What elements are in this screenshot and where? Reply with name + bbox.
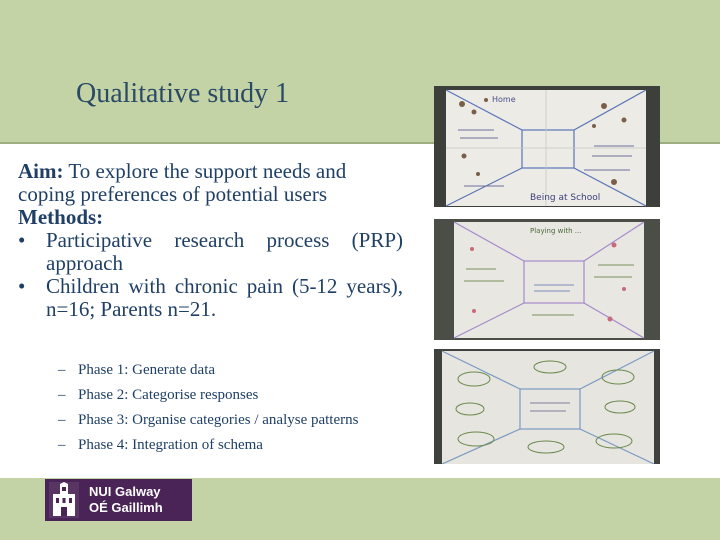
- bullet-text: Participative research process (PRP) approach: [46, 228, 403, 275]
- nui-galway-logo: [45, 479, 192, 521]
- dash-marker: –: [58, 412, 66, 428]
- slide-title: Qualitative study 1: [76, 78, 290, 109]
- slide-body: [18, 160, 403, 321]
- university-crest-icon: [45, 479, 83, 521]
- bullet-marker: •: [18, 274, 26, 298]
- photo-label: Playing with ...: [530, 227, 582, 235]
- logo-line-1: NUI Galway: [89, 484, 161, 499]
- bullet-item: [18, 229, 403, 275]
- phase-item: [58, 408, 358, 433]
- phase-text: Phase 1: Generate data: [78, 362, 216, 378]
- phase-text: Phase 4: Integration of schema: [78, 437, 263, 453]
- logo-wordmark: [89, 484, 163, 516]
- photo-caption: Being at School: [530, 193, 601, 203]
- bullet-item: [18, 275, 403, 321]
- phase-text: Phase 3: Organise categories / analyse patterns: [78, 412, 359, 428]
- phase-item: [58, 358, 358, 383]
- poster-photo-2: [434, 219, 660, 340]
- phase-item: [58, 433, 358, 458]
- logo-line-2: OÉ Gaillimh: [89, 500, 163, 515]
- phase-text: Phase 2: Categorise responses: [78, 387, 259, 403]
- bullet-text: Children with chronic pain (5-12 years), n=16; Parents n=21.: [46, 274, 403, 321]
- aim-label: Aim:: [18, 159, 64, 183]
- poster-photo-1: [434, 86, 660, 207]
- bullet-marker: •: [18, 228, 26, 252]
- phase-list: [58, 358, 358, 458]
- methods-label: Methods:: [18, 205, 104, 229]
- poster-photo-3: [434, 349, 660, 464]
- dash-marker: –: [58, 437, 66, 453]
- dash-marker: –: [58, 362, 66, 378]
- phase-item: [58, 383, 358, 408]
- photo-label: Home: [492, 95, 516, 104]
- aim-text: To explore the support needs and coping preferences of potential users: [18, 159, 347, 206]
- dash-marker: –: [58, 387, 66, 403]
- aim-paragraph: [18, 160, 403, 206]
